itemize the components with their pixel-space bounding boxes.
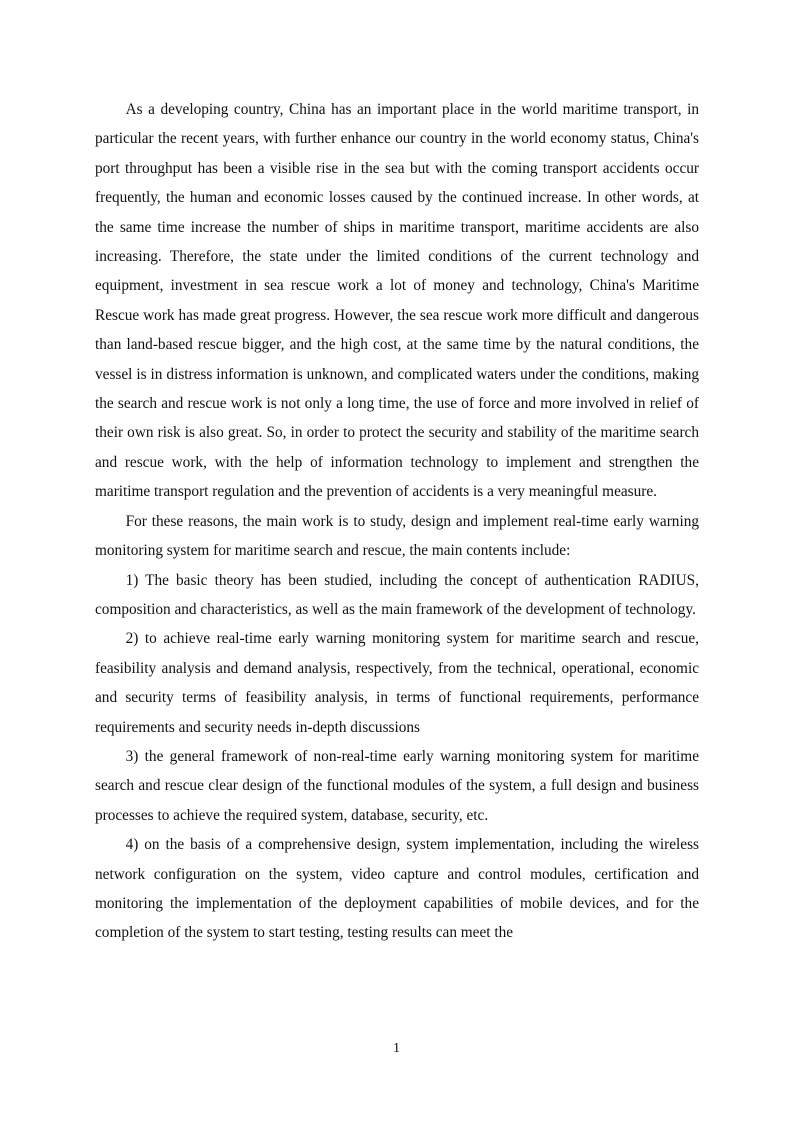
page-number: 1: [393, 1041, 400, 1056]
list-item-2: 2) to achieve real-time early warning monitoring system for maritime search and rescue, feasibility analysis and demand analysis, respectively, from the technical, operational, economic and security terms of feasibility analysis, in terms of functional requirements, performance requirements and security needs in-depth discussions: [95, 630, 699, 736]
list-item-1: 1) The basic theory has been studied, including the concept of authentication RADIUS, composition and characteristics, as well as the main framework of the development of technology.: [95, 571, 699, 618]
page-body: [95, 95, 699, 948]
list-item-3: 3) the general framework of non-real-time early warning monitoring system for maritime search and rescue clear design of the functional modules of the system, a full design and business processes to achieve the required system, database, security, etc.: [95, 747, 699, 824]
paragraph-intro: As a developing country, China has an important place in the world maritime transport, in particular the recent years, with further enhance our country in the world economy status, China's port throughput has been a visible rise in the sea but with the coming transport accidents occur frequently, the human and economic losses caused by the continued increase. In other words, at the same time increase the number of ships in maritime transport, maritime accidents are also increasing. Therefore, the state under the limited conditions of the current technology and equipment, investment in sea rescue work a lot of money and technology, China's Maritime Rescue work has made great progress. However, the sea rescue work more difficult and dangerous than land-based rescue bigger, and the high cost, at the same time by the natural conditions, the vessel is in distress information is unknown, and complicated waters under the conditions, making the search and rescue work is not only a long time, the use of force and more involved in relief of their own risk is also great. So, in order to protect the security and stability of the maritime search and rescue work, with the help of information technology to implement and strengthen the maritime transport regulation and the prevention of accidents is a very meaningful measure.: [95, 101, 699, 501]
paragraph-main-work: For these reasons, the main work is to study, design and implement real-time early warning monitoring system for maritime search and rescue, the main contents include:: [95, 512, 699, 560]
list-item-4: 4) on the basis of a comprehensive design, system implementation, including the wireless network configuration on the system, video capture and control modules, certification and monitoring the implementation of the deployment capabilities of mobile devices, and for the completion of the system to start testing, testing results can meet the: [95, 836, 699, 942]
